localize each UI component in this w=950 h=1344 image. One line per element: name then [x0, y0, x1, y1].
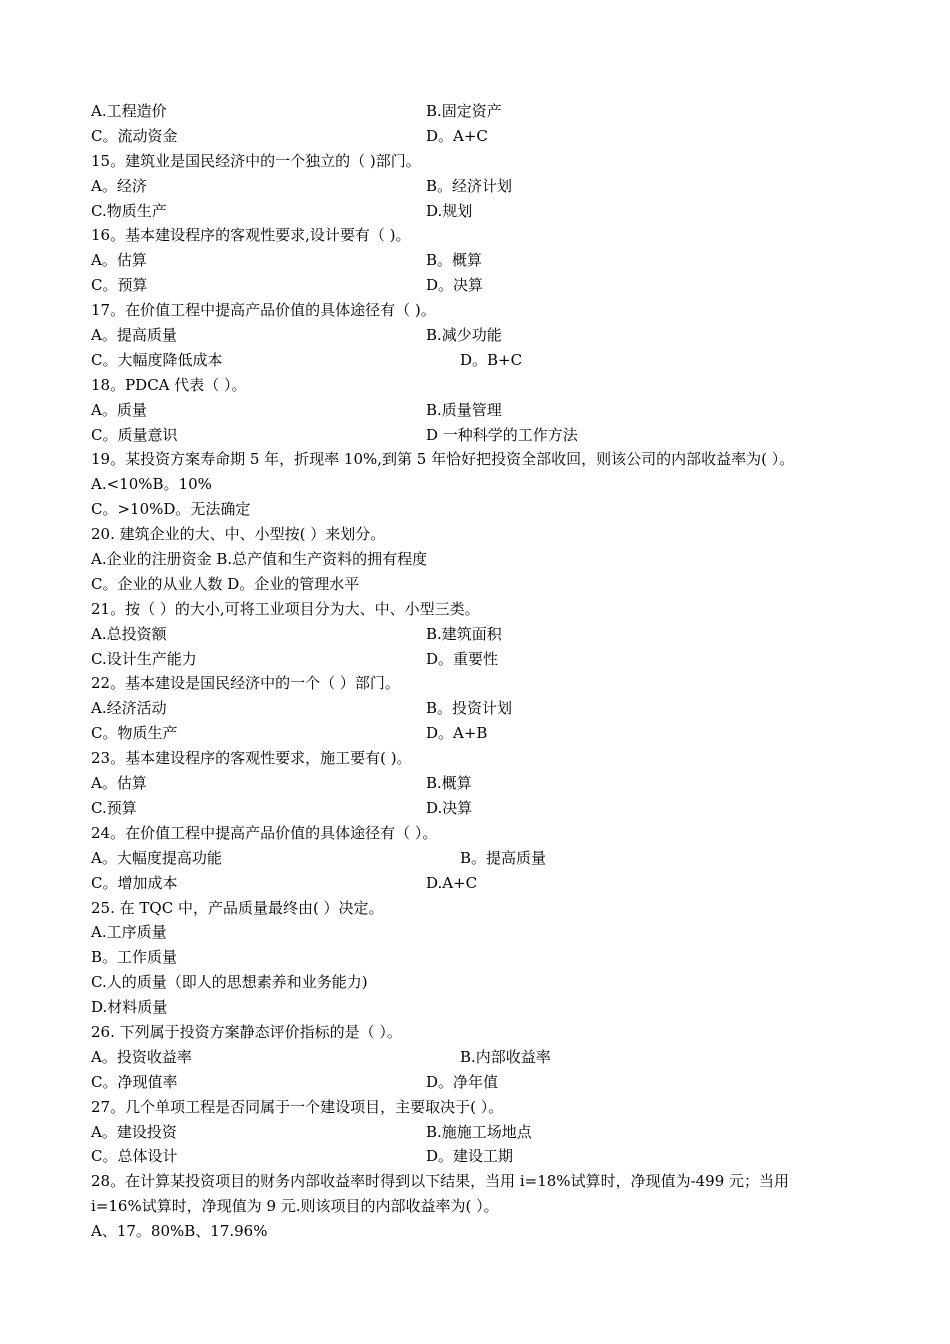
line-text: 22。基本建设是国民经济中的一个（ ）部门。: [91, 674, 400, 693]
line-text: A.<10%B。10%: [91, 475, 212, 494]
option-left: C。流动资金: [91, 126, 178, 145]
option-left: C.预算: [91, 798, 137, 817]
line-text: 27。几个单项工程是否同属于一个建设项目，主要取决于( ）。: [91, 1097, 504, 1116]
text-line: [91, 970, 866, 995]
option-row: [91, 696, 866, 721]
option-row: [91, 398, 866, 423]
option-right: B.施施工场地点: [426, 1122, 532, 1141]
option-right: B.概算: [426, 774, 472, 793]
line-text: 18。PDCA 代表（ ）。: [91, 375, 247, 394]
option-left: A。经济: [91, 176, 147, 195]
text-line: [91, 149, 866, 174]
option-left: C。物质生产: [91, 724, 178, 743]
text-line: [91, 373, 866, 398]
text-line: [91, 1194, 866, 1219]
option-right: D。B+C: [460, 350, 523, 369]
line-text: 28。在计算某投资项目的财务内部收益率时得到以下结果，当用 i=18%试算时，净现值为-499 元；当用: [91, 1172, 790, 1191]
option-right: D.规划: [426, 201, 473, 220]
text-line: [91, 597, 866, 622]
line-text: 21。按（ ）的大小,可将工业项目分为大、中、小型三类。: [91, 599, 480, 618]
line-text: A.企业的注册资金 B.总产值和生产资料的拥有程度: [91, 550, 428, 569]
text-line: [91, 1169, 866, 1194]
option-right: B。提高质量: [460, 848, 547, 867]
line-text: C。企业的从业人数 D。企业的管理水平: [91, 574, 360, 593]
line-text: 20. 建筑企业的大、中、小型按( ）来划分。: [91, 525, 386, 544]
option-left: A。投资收益率: [91, 1047, 192, 1066]
line-text: D.材料质量: [91, 998, 168, 1017]
line-text: 17。在价值工程中提高产品价值的具体途径有（ )。: [91, 301, 436, 320]
option-right: B.质量管理: [426, 400, 502, 419]
option-right: B.内部收益率: [460, 1047, 551, 1066]
option-right: B。投资计划: [426, 699, 513, 718]
option-right: B.建筑面积: [426, 624, 502, 643]
line-text: A.工序质量: [91, 923, 167, 942]
option-right: D。决算: [426, 276, 484, 295]
text-line: [91, 995, 866, 1020]
option-left: A。质量: [91, 400, 147, 419]
question-list: [91, 99, 866, 1244]
option-right: B.减少功能: [426, 326, 502, 345]
option-left: A.经济活动: [91, 699, 167, 718]
option-left: A。大幅度提高功能: [91, 848, 222, 867]
text-line: [91, 1219, 866, 1244]
option-left: A.总投资额: [91, 624, 167, 643]
line-text: C。>10%D。无法确定: [91, 500, 251, 519]
option-left: C。质量意识: [91, 425, 178, 444]
option-left: C。净现值率: [91, 1072, 178, 1091]
option-row: [91, 1120, 866, 1145]
option-row: [91, 771, 866, 796]
line-text: B。工作质量: [91, 948, 178, 967]
option-row: [91, 423, 866, 448]
option-right: D。A+C: [426, 126, 488, 145]
option-right: D.决算: [426, 798, 473, 817]
text-line: [91, 1020, 866, 1045]
text-line: [91, 223, 866, 248]
option-right: B。概算: [426, 251, 483, 270]
option-left: C。总体设计: [91, 1147, 178, 1166]
option-row: [91, 721, 866, 746]
text-line: [91, 945, 866, 970]
option-row: [91, 1070, 866, 1095]
option-row: [91, 174, 866, 199]
text-line: [91, 572, 866, 597]
option-left: C。大幅度降低成本: [91, 350, 223, 369]
text-line: [91, 547, 866, 572]
text-line: [91, 821, 866, 846]
option-row: [91, 647, 866, 672]
option-row: [91, 248, 866, 273]
text-line: [91, 671, 866, 696]
line-text: A、17。80%B、17.96%: [91, 1222, 268, 1241]
line-text: 24。在价值工程中提高产品价值的具体途径有（ ）。: [91, 823, 438, 842]
text-line: [91, 746, 866, 771]
text-line: [91, 472, 866, 497]
option-left: C.设计生产能力: [91, 649, 197, 668]
line-text: 25. 在 TQC 中，产品质量最终由( ）决定。: [91, 898, 384, 917]
option-right: D 一种科学的工作方法: [426, 425, 578, 444]
option-right: D。重要性: [426, 649, 499, 668]
line-text: i=16%试算时，净现值为 9 元.则该项目的内部收益率为( ）。: [91, 1197, 499, 1216]
option-right: B。经济计划: [426, 176, 513, 195]
line-text: 26. 下列属于投资方案静态评价指标的是（ ）。: [91, 1022, 402, 1041]
option-left: C.物质生产: [91, 201, 167, 220]
line-text: C.人的质量（即人的思想素养和业务能力): [91, 973, 368, 992]
option-row: [91, 99, 866, 124]
option-left: C。增加成本: [91, 873, 178, 892]
option-row: [91, 124, 866, 149]
text-line: [91, 298, 866, 323]
option-row: [91, 348, 866, 373]
option-left: A。建设投资: [91, 1122, 177, 1141]
text-line: [91, 522, 866, 547]
line-text: 15。建筑业是国民经济中的一个独立的（ )部门。: [91, 151, 421, 170]
text-line: [91, 920, 866, 945]
option-row: [91, 796, 866, 821]
option-right: D。净年值: [426, 1072, 499, 1091]
line-text: 16。基本建设程序的客观性要求,设计要有（ )。: [91, 226, 411, 245]
option-row: [91, 1045, 866, 1070]
option-row: [91, 622, 866, 647]
option-row: [91, 199, 866, 224]
option-row: [91, 871, 866, 896]
text-line: [91, 497, 866, 522]
text-line: [91, 1095, 866, 1120]
option-right: D。建设工期: [426, 1147, 514, 1166]
line-text: 19。某投资方案寿命期 5 年，折现率 10%,到第 5 年恰好把投资全部收回，则该公司的内部收益率为( ）。: [91, 450, 795, 469]
line-text: 23。基本建设程序的客观性要求，施工要有( )。: [91, 749, 412, 768]
option-right: D.A+C: [426, 873, 478, 892]
option-left: A。估算: [91, 774, 147, 793]
option-right: B.固定资产: [426, 102, 502, 120]
option-left: A。估算: [91, 251, 147, 270]
text-line: [91, 896, 866, 921]
option-row: [91, 323, 866, 348]
text-line: [91, 447, 866, 472]
option-left: A.工程造价: [91, 102, 167, 120]
option-left: C。预算: [91, 276, 148, 295]
option-row: [91, 1144, 866, 1169]
option-row: [91, 273, 866, 298]
option-left: A。提高质量: [91, 326, 177, 345]
option-row: [91, 846, 866, 871]
option-right: D。A+B: [426, 724, 488, 743]
